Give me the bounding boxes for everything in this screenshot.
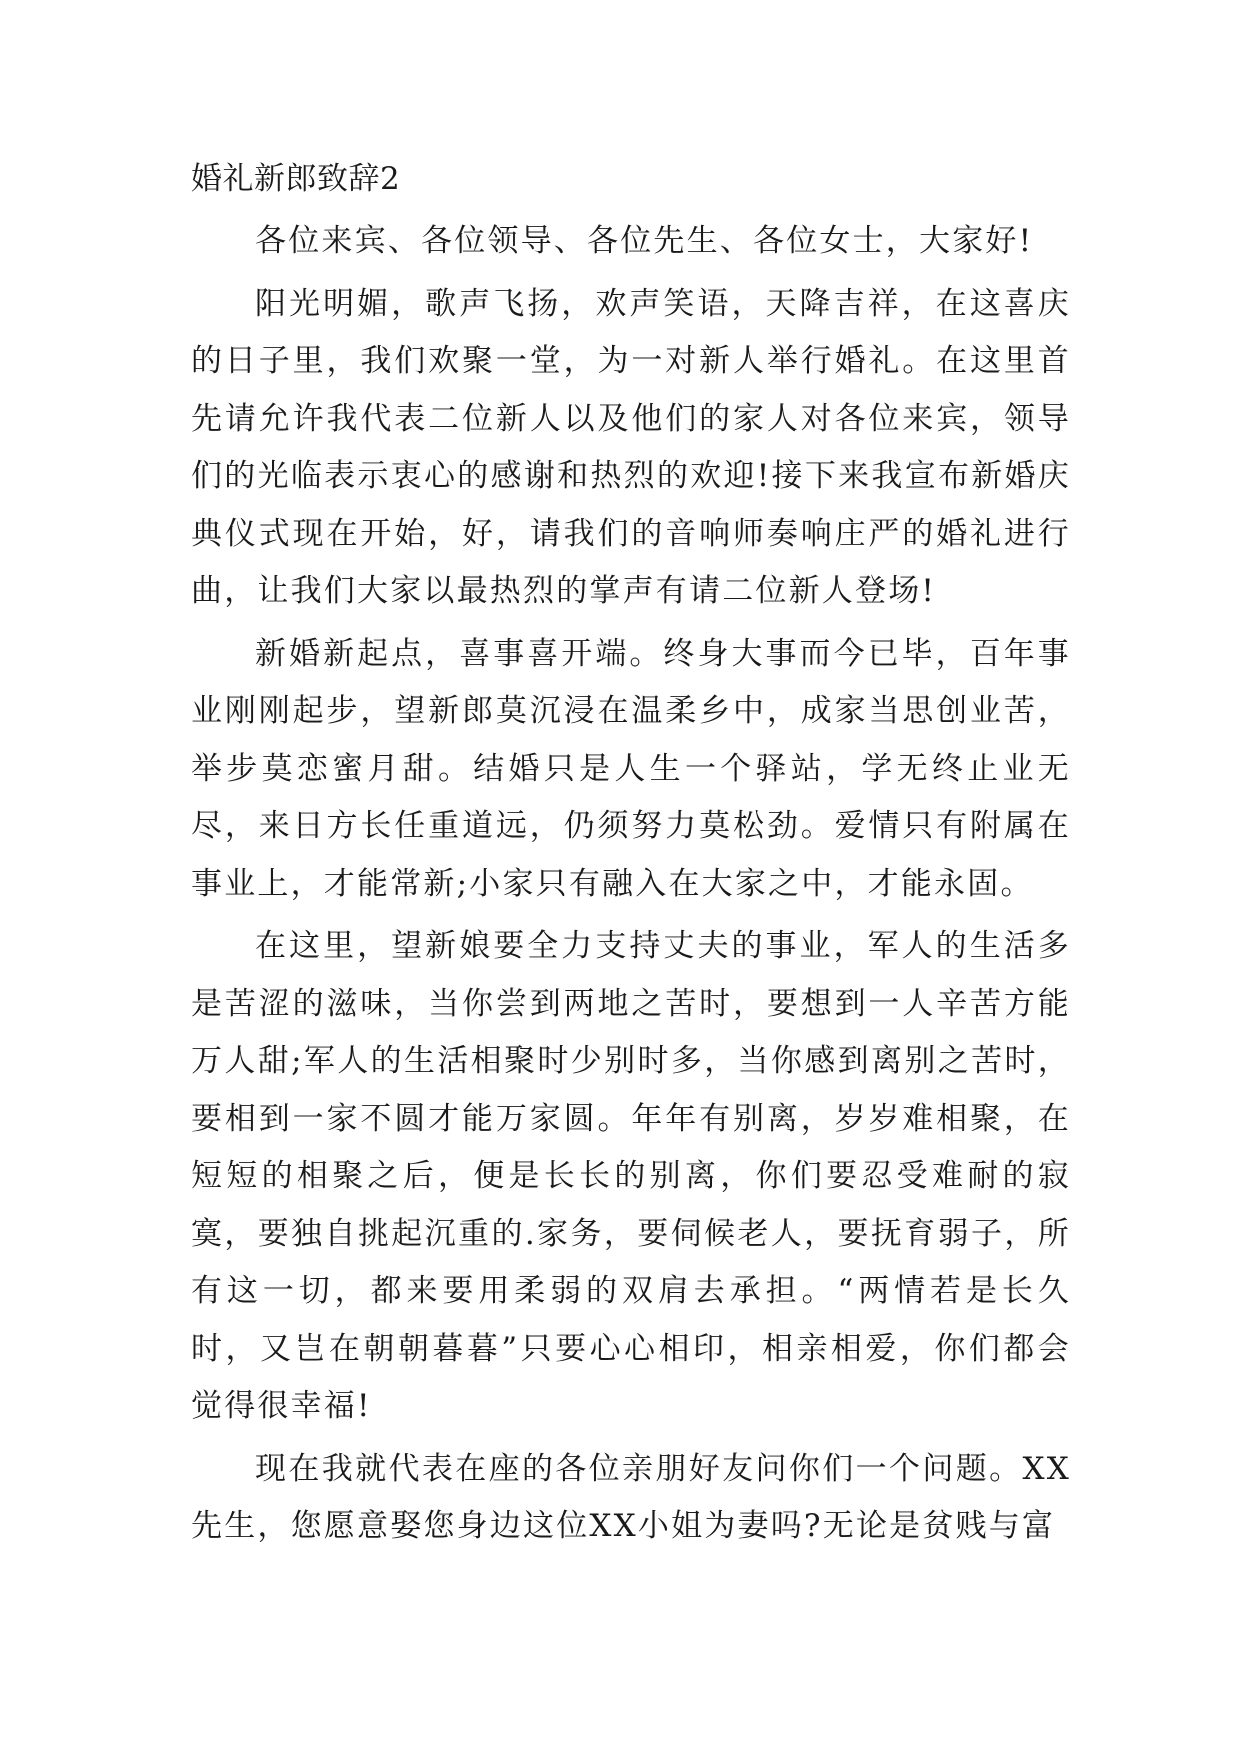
document-title: 婚礼新郎致辞2 (191, 161, 401, 197)
paragraph-bride-support: 在这里，望新娘要全力支持丈夫的事业，军人的生活多是苦涩的滋味，当你尝到两地之苦时，要想到一人辛苦方能万人甜;军人的生活相聚时少别时多，当你感到离别之苦时，要相到一家不圆才能万家圆。年年有别离，岁岁难相聚，在短短的相聚之后，便是长长的别离，你们要忍受难耐的寂寞，要独自挑起沉重的.家务，要伺候老人，要抚育弱子，所有这一切，都来要用柔弱的双肩去承担。“两情若是长久时，又岂在朝朝暮暮”只要心心相印，相亲相爱，你们都会觉得很幸福! (191, 928, 1071, 1424)
document-page (191, 150, 1071, 1710)
paragraph-opening: 阳光明媚，歌声飞扬，欢声笑语，天降吉祥，在这喜庆的日子里，我们欢聚一堂，为一对新人举行婚礼。在这里首先请允许我代表二位新人以及他们的家人对各位来宾，领导们的光临表示衷心的感谢和热烈的欢迎!接下来我宣布新婚庆典仪式现在开始，好，请我们的音响师奏响庄严的婚礼进行曲，让我们大家以最热烈的掌声有请二位新人登场! (191, 285, 1071, 609)
paragraph-vow-question: 现在我就代表在座的各位亲朋好友问你们一个问题。XX先生，您愿意娶您身边这位XX小姐为妻吗?无论是贫贱与富 (191, 1450, 1071, 1544)
paragraph-new-start: 新婚新起点，喜事喜开端。终身大事而今已毕，百年事业刚刚起步，望新郎莫沉浸在温柔乡中，成家当思创业苦，举步莫恋蜜月甜。结婚只是人生一个驿站，学无终止业无尽，来日方长任重道远，仍须努力莫松劲。爱情只有附属在事业上，才能常新;小家只有融入在大家之中，才能永固。 (191, 635, 1071, 902)
paragraph-greeting: 各位来宾、各位领导、各位先生、各位女士，大家好! (255, 223, 1034, 259)
